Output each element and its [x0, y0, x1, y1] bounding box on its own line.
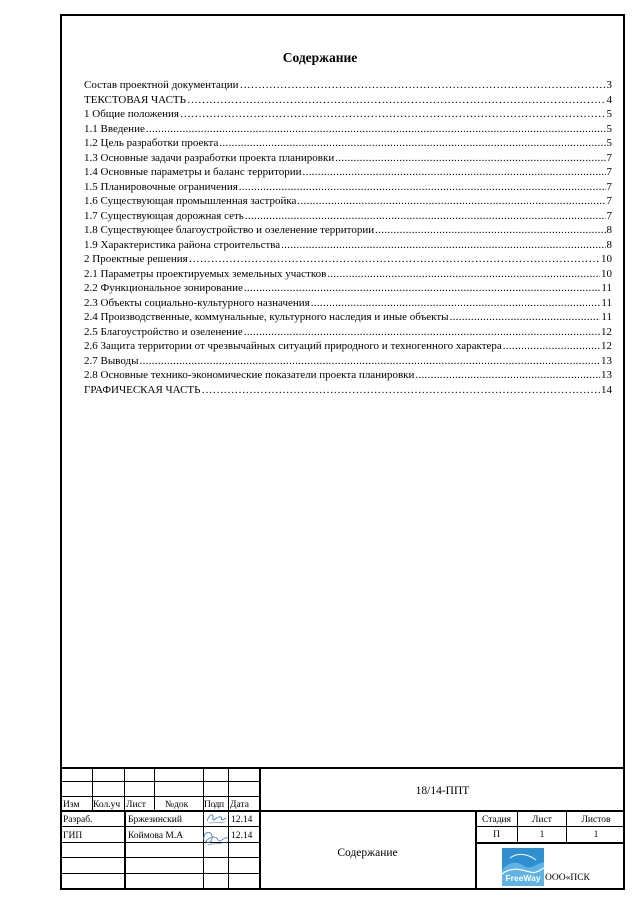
name-chief-engineer: Коймова М.А: [128, 831, 184, 841]
toc-item-page: 8: [606, 224, 612, 236]
toc-item-page: 11: [601, 311, 612, 323]
toc-item-page: 13: [601, 369, 612, 381]
date-developer: 12.14: [231, 815, 253, 825]
header-kol: Кол.уч: [93, 800, 121, 810]
toc-item-text: 2.6 Защита территории от чрезвычайных ситуаций природного и техногенного характера: [84, 340, 502, 352]
toc-item: [84, 165, 612, 180]
toc-leader-dots: [335, 151, 605, 166]
header-ndok: №док: [165, 800, 189, 810]
toc-leader-dots: [450, 310, 601, 325]
toc-item-page: 5: [606, 108, 612, 120]
toc-item-text: 1.6 Существующая промышленная застройка: [84, 195, 297, 207]
toc-item: [84, 78, 612, 93]
toc-leader-dots: [303, 165, 606, 180]
toc-item-text: 2.5 Благоустройство и озеленение: [84, 325, 243, 338]
header-izm: Изм: [63, 800, 80, 810]
document-code: 18/14-ППТ: [415, 785, 470, 797]
toc-item: [84, 209, 612, 224]
toc-item: [84, 267, 612, 282]
toc-item: [84, 310, 612, 325]
stage-value: П: [493, 830, 500, 840]
toc-item: [84, 383, 612, 398]
toc-item-text: 2.4 Производственные, коммунальные, культурного наследия и иные объекты: [84, 311, 449, 323]
toc-leader-dots: [327, 267, 600, 282]
toc-item-text: 2.3 Объекты социально-культурного назначения: [84, 296, 310, 309]
toc-item-text: 2.2 Функциональное зонирование: [84, 282, 243, 294]
sheet-value: 1: [539, 830, 545, 840]
toc-item: [84, 339, 612, 354]
toc-leader-dots: [503, 339, 600, 354]
toc-item-page: 5: [606, 122, 612, 135]
toc-item: [84, 223, 612, 238]
toc-item: [84, 122, 612, 137]
toc-item-text: 2.7 Выводы: [84, 354, 139, 367]
toc-item-page: 11: [601, 296, 612, 309]
toc-leader-dots: [240, 78, 606, 93]
signature-developer: [204, 811, 230, 826]
toc-item-page: 10: [601, 267, 612, 280]
toc-item: [84, 368, 612, 383]
toc-item: [84, 107, 612, 122]
toc-leader-dots: [375, 223, 605, 238]
role-chief-engineer: ГИП: [63, 831, 83, 841]
toc-item: [84, 136, 612, 151]
signature-chief-engineer: [200, 827, 232, 849]
toc-leader-dots: [244, 325, 600, 340]
toc-leader-dots: [244, 281, 601, 296]
logo-text: FreeWay: [505, 873, 541, 883]
role-developer: Разраб.: [63, 815, 93, 825]
toc-item-text: 1.1 Введение: [84, 122, 145, 135]
name-developer: Бржезинский: [128, 815, 182, 825]
sheet-name: Содержание: [337, 847, 398, 859]
company-logo: [502, 848, 544, 886]
toc-item-page: 5: [606, 137, 612, 149]
toc-leader-dots: [245, 209, 606, 224]
toc-item: [84, 180, 612, 195]
toc-item-text: ГРАФИЧЕСКАЯ ЧАСТЬ: [84, 383, 201, 396]
header-data: Дата: [230, 800, 249, 810]
table-of-contents: [84, 78, 612, 397]
toc-item-page: 7: [606, 195, 612, 207]
toc-item-page: 7: [606, 151, 612, 164]
toc-leader-dots: [189, 252, 600, 267]
toc-item-text: 1.9 Характеристика района строительства: [84, 238, 281, 251]
toc-leader-dots: [281, 238, 605, 253]
sheets-header: Листов: [581, 815, 611, 825]
toc-title: Содержание: [282, 50, 358, 65]
header-podp: Подп: [204, 800, 224, 810]
toc-item-page: 12: [601, 340, 612, 352]
toc-leader-dots: [140, 354, 600, 369]
toc-item-page: 13: [601, 354, 612, 367]
toc-item: [84, 281, 612, 296]
toc-item: [84, 93, 612, 108]
sheets-value: 1: [593, 830, 599, 840]
toc-item-page: 8: [606, 238, 612, 251]
toc-item-text: 2.8 Основные технико-экономические показатели проекта планировки: [84, 369, 415, 381]
toc-item-text: 1.4 Основные параметры и баланс территории: [84, 166, 302, 178]
toc-item-text: 1.8 Существующее благоустройство и озеленение территории: [84, 224, 375, 236]
toc-leader-dots: [146, 122, 606, 137]
toc-item: [84, 354, 612, 369]
toc-item-page: 14: [601, 383, 612, 396]
toc-item-page: 3: [606, 79, 612, 91]
toc-leader-dots: [239, 180, 606, 195]
toc-item: [84, 296, 612, 311]
toc-item-text: 1.2 Цель разработки проекта: [84, 137, 219, 149]
toc-item-text: Состав проектной документации: [84, 79, 239, 91]
toc-item-text: 1.5 Планировочные ограничения: [84, 180, 238, 193]
toc-item-text: 1 Общие положения: [84, 108, 179, 120]
toc-item-page: 4: [606, 93, 612, 106]
toc-item-text: 2 Проектные решения: [84, 253, 188, 265]
toc-item-page: 10: [601, 253, 612, 265]
toc-leader-dots: [201, 383, 600, 398]
toc-item-page: 11: [601, 282, 612, 294]
toc-item: [84, 252, 612, 267]
toc-item-page: 7: [606, 209, 612, 222]
toc-item: [84, 238, 612, 253]
toc-leader-dots: [311, 296, 601, 311]
toc-leader-dots: [219, 136, 605, 151]
stage-header: Стадия: [482, 815, 511, 825]
date-chief-engineer: 12.14: [231, 831, 253, 841]
toc-leader-dots: [180, 107, 606, 122]
sheet-header: Лист: [532, 815, 552, 825]
company-name: ООО«ПСК: [545, 873, 590, 883]
toc-item-text: 1.3 Основные задачи разработки проекта планировки: [84, 151, 335, 164]
toc-item: [84, 325, 612, 340]
toc-item-page: 7: [606, 180, 612, 193]
toc-item-page: 7: [606, 166, 612, 178]
toc-item-text: ТЕКСТОВАЯ ЧАСТЬ: [84, 93, 186, 106]
toc-item-text: 2.1 Параметры проектируемых земельных участков: [84, 267, 327, 280]
toc-item: [84, 194, 612, 209]
header-list: Лист: [126, 800, 146, 810]
toc-item: [84, 151, 612, 166]
toc-leader-dots: [297, 194, 605, 209]
toc-leader-dots: [187, 93, 606, 108]
toc-item-text: 1.7 Существующая дорожная сеть: [84, 209, 244, 222]
toc-leader-dots: [415, 368, 600, 383]
toc-item-page: 12: [601, 325, 612, 338]
